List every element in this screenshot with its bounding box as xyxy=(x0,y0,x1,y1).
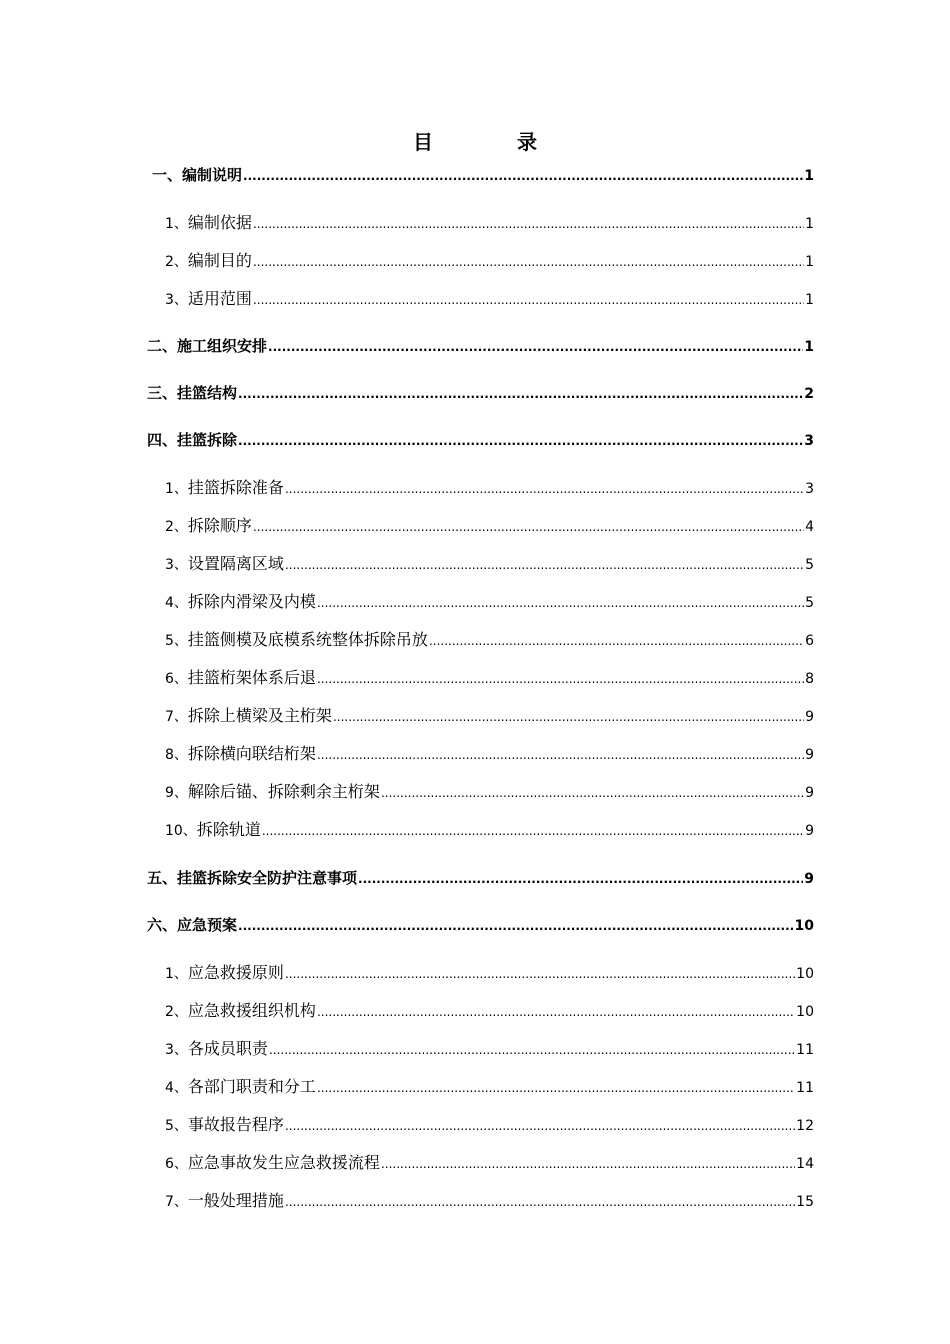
toc-leader-dots xyxy=(269,1040,795,1060)
toc-entry-page: 8 xyxy=(805,671,814,687)
toc-entry-title: 事故报告程序 xyxy=(187,1115,284,1134)
toc-entry[interactable] xyxy=(165,963,814,984)
toc-entry[interactable] xyxy=(165,554,814,575)
toc-entry-page: 6 xyxy=(805,633,814,649)
toc-leader-dots xyxy=(243,166,803,186)
toc-entry-title: 设置隔离区域 xyxy=(187,554,284,573)
toc-entry-page: 1 xyxy=(805,254,814,270)
toc-leader-dots xyxy=(238,384,803,404)
toc-entry-title: 应急救援组织机构 xyxy=(187,1001,316,1020)
toc-leader-dots xyxy=(285,479,804,499)
toc-entry-title: 应急救援原则 xyxy=(187,963,284,982)
toc-entry-number: 4、 xyxy=(165,595,188,611)
toc-leader-dots xyxy=(262,821,804,841)
toc-entry-title: 编制依据 xyxy=(187,213,252,232)
toc-entry-number: 2、 xyxy=(165,254,188,270)
toc-entry-page: 1 xyxy=(804,339,814,355)
toc-entry-page: 9 xyxy=(805,785,814,801)
toc-entry[interactable] xyxy=(165,744,814,765)
toc-leader-dots xyxy=(253,290,804,310)
toc-leader-dots xyxy=(253,517,804,537)
toc-leader-dots xyxy=(317,593,804,613)
toc-entry-number: 1、 xyxy=(165,966,188,982)
toc-entry-page: 5 xyxy=(805,595,814,611)
toc-entry-page: 9 xyxy=(805,823,814,839)
toc-entry-title: 拆除上横梁及主桁架 xyxy=(187,706,332,725)
toc-entry-page: 1 xyxy=(805,292,814,308)
toc-entry[interactable] xyxy=(152,165,814,186)
toc-entry[interactable] xyxy=(147,383,814,404)
toc-leader-dots xyxy=(317,669,804,689)
toc-entry[interactable] xyxy=(165,1115,814,1136)
toc-leader-dots xyxy=(358,869,803,889)
toc-entry[interactable] xyxy=(165,1153,814,1174)
toc-leader-dots xyxy=(429,631,804,651)
toc-entry-page: 3 xyxy=(804,433,814,449)
toc-entry-title: 各成员职责 xyxy=(187,1039,268,1058)
toc-entry-title: 拆除横向联结桁架 xyxy=(187,744,316,763)
toc-leader-dots xyxy=(268,337,803,357)
toc-entry-title: 挂篮结构 xyxy=(177,384,238,402)
toc-entry-page: 11 xyxy=(796,1042,814,1058)
toc-entry-title: 挂篮桁架体系后退 xyxy=(187,668,316,687)
toc-entry-number: 五、 xyxy=(147,869,178,887)
toc-entry-number: 6、 xyxy=(165,1156,188,1172)
toc-entry-number: 六、 xyxy=(147,916,178,934)
toc-entry-number: 5、 xyxy=(165,633,188,649)
toc-entry-title: 编制目的 xyxy=(187,251,252,270)
toc-leader-dots xyxy=(238,431,803,451)
toc-entry-number: 2、 xyxy=(165,1004,188,1020)
toc-entry-number: 7、 xyxy=(165,709,188,725)
page-title: 目 录 xyxy=(413,130,569,154)
toc-entry[interactable] xyxy=(147,336,814,357)
toc-entry[interactable] xyxy=(165,1191,814,1212)
toc-entry-title: 拆除内滑梁及内模 xyxy=(187,592,316,611)
toc-entry-page: 1 xyxy=(804,168,814,184)
toc-entry-number: 7、 xyxy=(165,1194,188,1210)
toc-entry-number: 10、 xyxy=(165,823,197,839)
toc-entry-number: 4、 xyxy=(165,1080,188,1096)
toc-entry[interactable] xyxy=(165,213,814,234)
toc-entry-number: 四、 xyxy=(147,431,178,449)
toc-leader-dots xyxy=(381,1154,795,1174)
toc-entry-page: 10 xyxy=(796,1004,814,1020)
toc-entry[interactable] xyxy=(165,820,814,841)
toc-entry-page: 1 xyxy=(805,216,814,232)
toc-entry-page: 9 xyxy=(805,747,814,763)
toc-entry[interactable] xyxy=(165,630,814,651)
toc-entry[interactable] xyxy=(165,706,814,727)
toc-leader-dots xyxy=(253,252,804,272)
toc-entry[interactable] xyxy=(165,478,814,499)
toc-entry-page: 4 xyxy=(805,519,814,535)
toc-entry-title: 适用范围 xyxy=(187,289,252,308)
toc-entry[interactable] xyxy=(147,868,814,889)
toc-entry[interactable] xyxy=(165,516,814,537)
toc-entry-page: 11 xyxy=(796,1080,814,1096)
toc-entry-number: 6、 xyxy=(165,671,188,687)
toc-entry[interactable] xyxy=(165,1001,814,1022)
toc-leader-dots xyxy=(253,214,804,234)
toc-entry[interactable] xyxy=(165,1077,814,1098)
toc-leader-dots xyxy=(333,707,804,727)
toc-entry-page: 10 xyxy=(796,966,814,982)
toc-entry-number: 5、 xyxy=(165,1118,188,1134)
toc-entry-title: 施工组织安排 xyxy=(177,337,268,355)
toc-entry-number: 9、 xyxy=(165,785,188,801)
toc-entry[interactable] xyxy=(165,1039,814,1060)
toc-entry-page: 14 xyxy=(796,1156,814,1172)
toc-entry-title: 挂篮拆除安全防护注意事项 xyxy=(177,869,358,887)
toc-entry[interactable] xyxy=(165,289,814,310)
toc-entry-number: 3、 xyxy=(165,557,188,573)
toc-entry-number: 1、 xyxy=(165,481,188,497)
toc-entry-page: 5 xyxy=(805,557,814,573)
toc-leader-dots xyxy=(285,1116,795,1136)
toc-entry-page: 3 xyxy=(805,481,814,497)
toc-entry-title: 编制说明 xyxy=(182,166,243,184)
toc-entry-number: 三、 xyxy=(147,384,178,402)
toc-entry-title: 应急预案 xyxy=(177,916,238,934)
toc-entry-title: 应急事故发生应急救援流程 xyxy=(187,1153,380,1172)
toc-entry-page: 15 xyxy=(796,1194,814,1210)
toc-leader-dots xyxy=(285,1192,795,1212)
toc-leader-dots xyxy=(285,555,804,575)
toc-entry-title: 挂篮侧模及底模系统整体拆除吊放 xyxy=(187,630,428,649)
toc-entry[interactable] xyxy=(165,592,814,613)
toc-entry-number: 2、 xyxy=(165,519,188,535)
toc-leader-dots xyxy=(238,916,793,936)
toc-entry-page: 2 xyxy=(804,386,814,402)
toc-entry-page: 10 xyxy=(794,918,814,934)
toc-entry[interactable] xyxy=(165,668,814,689)
toc-entry[interactable] xyxy=(147,430,814,451)
toc-entry-page: 9 xyxy=(804,871,814,887)
toc-leader-dots xyxy=(317,1078,795,1098)
toc-leader-dots xyxy=(317,745,804,765)
toc-entry-number: 8、 xyxy=(165,747,188,763)
toc-entry-title: 拆除轨道 xyxy=(196,820,261,839)
toc-entry[interactable] xyxy=(147,915,814,936)
toc-entry-number: 二、 xyxy=(147,337,178,355)
toc-leader-dots xyxy=(285,964,795,984)
toc-entry-number: 3、 xyxy=(165,1042,188,1058)
toc-entry-number: 1、 xyxy=(165,216,188,232)
toc-leader-dots xyxy=(317,1002,795,1022)
toc-entry-number: 一、 xyxy=(152,166,183,184)
toc-entry-title: 解除后锚、拆除剩余主桁架 xyxy=(187,782,380,801)
toc-entry-title: 挂篮拆除准备 xyxy=(187,478,284,497)
toc-leader-dots xyxy=(381,783,804,803)
toc-entry-number: 3、 xyxy=(165,292,188,308)
toc-entry-title: 各部门职责和分工 xyxy=(187,1077,316,1096)
toc-entry-title: 一般处理措施 xyxy=(187,1191,284,1210)
toc-entry-page: 9 xyxy=(805,709,814,725)
toc-entry-title: 拆除顺序 xyxy=(187,516,252,535)
toc-entry[interactable] xyxy=(165,251,814,272)
toc-entry-page: 12 xyxy=(796,1118,814,1134)
toc-entry-title: 挂篮拆除 xyxy=(177,431,238,449)
toc-entry[interactable] xyxy=(165,782,814,803)
